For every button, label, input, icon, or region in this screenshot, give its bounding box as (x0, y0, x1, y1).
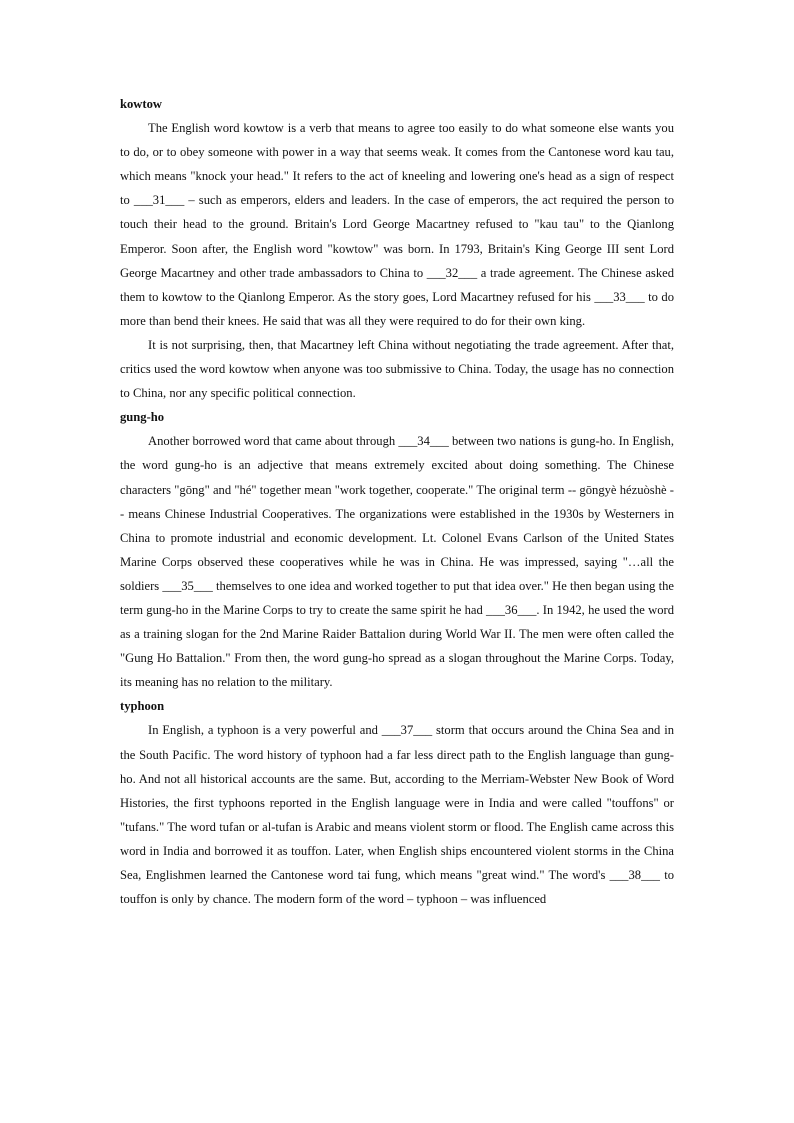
paragraph: In English, a typhoon is a very powerful and ___37___ storm that occurs around the China Sea and in the South Pacific. The word history of typhoon had a far less direct path to the English language than gung-ho. And not all historical accounts are the same. But, according to the Merriam-Webster New Book of Word Histories, the first typhoons reported in the English language were in India and were called "touffons" or "tufans." The word tufan or al-tufan is Arabic and means violent storm or flood. The English came across this word in India and borrowed it as touffon. Later, when English ships encountered violent storms in the China Sea, Englishmen learned the Cantonese word tai fung, which means "great wind." The word's ___38___ to touffon is only by chance. The modern form of the word – typhoon – was influenced (120, 723, 674, 907)
section-heading: typhoon (120, 699, 165, 714)
section-heading: gung-ho (120, 410, 165, 425)
paragraph: The English word kowtow is a verb that means to agree too easily to do what someone else wants you to do, or to obey someone with power in a way that seems weak. It comes from the Cantonese word kau tau, which means "knock your head." It refers to the act of kneeling and lowering one's head as a sign of respect to ___31___ – such as emperors, elders and leaders. In the case of emperors, the act required the person to touch their head to the ground. Britain's Lord George Macartney refused to "kau tau" to the Qianlong Emperor. Soon after, the English word "kowtow" was born. In 1793, Britain's King George III sent Lord George Macartney and other trade ambassadors to China to ___32___ a trade agreement. The Chinese asked them to kowtow to the Qianlong Emperor. As the story goes, Lord Macartney refused for his ___33___ to do more than bend their knees. He said that was all they were required to do for their own king. (120, 121, 674, 328)
section-gung-ho (120, 405, 674, 694)
section-heading: kowtow (120, 97, 162, 111)
paragraph: It is not surprising, then, that Macartney left China without negotiating the trade agreement. After that, critics used the word kowtow when anyone was too submissive to China. Today, the usage has no connection to China, nor any specific political connection. (120, 337, 674, 401)
section-typhoon (120, 694, 674, 911)
document-page (120, 92, 674, 911)
paragraph: Another borrowed word that came about through ___34___ between two nations is gung-ho. In English, the word gung-ho is an adjective that means extremely excited about doing something. The Chinese characters "gōng" and "hé" together mean "work together, cooperate." The original term -- gōngyè hézuòshè -- means Chinese Industrial Cooperatives. The organizations were established in the 1930s by Westerners in China to promote industrial and economic development. Lt. Colonel Evans Carlson of the United States Marine Corps observed these cooperatives while he was in China. He was impressed, saying "…all the soldiers ___35___ themselves to one idea and worked together to put that idea over." He then began using the term gung-ho in the Marine Corps to try to create the same spirit he had ___36___. In 1942, he used the word as a training slogan for the 2nd Marine Raider Battalion during World War II. The men were often called the "Gung Ho Battalion." From then, the word gung-ho spread as a slogan throughout the Marine Corps. Today, its meaning has no relation to the military. (120, 434, 674, 690)
section-kowtow (120, 92, 674, 405)
